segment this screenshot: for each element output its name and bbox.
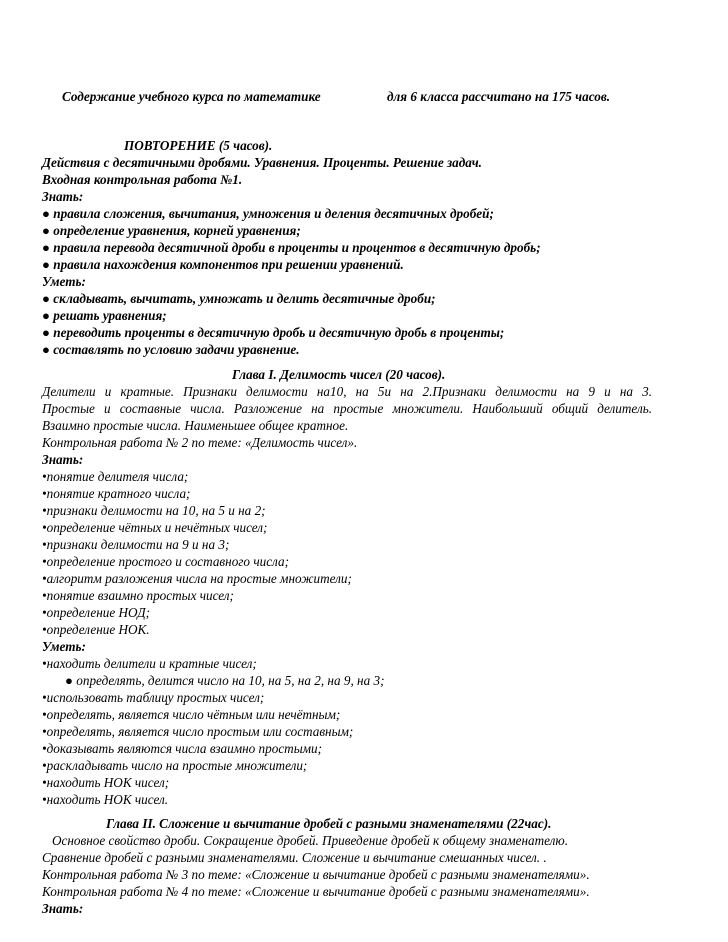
- list-item: •определение НОК.: [42, 622, 150, 637]
- fractions-test-4: Контрольная работа № 4 по теме: «Сложение и вычитание дробей с разными знаменателями».: [42, 884, 590, 899]
- list-item: •доказывать являются числа взаимно простыми;: [42, 741, 323, 756]
- section-title-fractions: Глава II. Сложение и вычитание дробей с разными знаменателями (22час).: [106, 816, 552, 831]
- list-item: ● переводить проценты в десятичную дробь и десятичную дробь в проценты;: [42, 325, 505, 340]
- list-item: •определять, является число чётным или нечётным;: [42, 707, 341, 722]
- list-item-indented: ● определять, делится число на 10, на 5, на 2, на 9, на 3;: [65, 673, 385, 688]
- list-item: ● составлять по условию задачи уравнение.: [42, 342, 300, 357]
- list-item: •понятие делителя числа;: [42, 469, 189, 484]
- review-can-label: Уметь:: [42, 274, 86, 289]
- list-item: ● решать уравнения;: [42, 308, 167, 323]
- fractions-test-3: Контрольная работа № 3 по теме: «Сложение и вычитание дробей с разными знаменателями».: [42, 867, 590, 882]
- list-item: •понятие взаимно простых чисел;: [42, 588, 234, 603]
- divisibility-test: Контрольная работа № 2 по теме: «Делимость чисел».: [42, 435, 358, 450]
- fractions-para-1: Основное свойство дроби. Сокращение дробей. Приведение дробей к общему знаменателю.: [52, 833, 569, 848]
- list-item: •использовать таблицу простых чисел;: [42, 690, 265, 705]
- list-item: •алгоритм разложения числа на простые множители;: [42, 571, 352, 586]
- header-right: для 6 класса рассчитано на 175 часов.: [387, 89, 611, 104]
- divisibility-know-label: Знать:: [42, 452, 84, 467]
- divisibility-para-2: Простые и составные числа. Разложение на простые множители. Наибольший общий делитель.: [42, 401, 652, 416]
- list-item: •раскладывать число на простые множители;: [42, 758, 308, 773]
- divisibility-para-3: Взаимно простые числа. Наименьшее общее кратное.: [42, 418, 349, 433]
- list-item: •находить НОК чисел;: [42, 775, 170, 790]
- review-topics: Действия с десятичными дробями. Уравнения. Проценты. Решение задач.: [42, 155, 482, 170]
- list-item: •признаки делимости на 9 и на 3;: [42, 537, 230, 552]
- list-item: •определять, является число простым или составным;: [42, 724, 354, 739]
- section-title-review: ПОВТОРЕНИЕ (5 часов).: [124, 138, 273, 153]
- list-item: •находить НОК чисел.: [42, 792, 169, 807]
- list-item: •определение простого и составного числа;: [42, 554, 289, 569]
- list-item: •находить делители и кратные чисел;: [42, 656, 257, 671]
- divisibility-can-label: Уметь:: [42, 639, 86, 654]
- list-item: ● складывать, вычитать, умножать и делить десятичные дроби;: [42, 291, 436, 306]
- list-item: ● правила сложения, вычитания, умножения и деления десятичных дробей;: [42, 206, 494, 221]
- list-item: ● правила перевода десятичной дроби в проценты и процентов в десятичную дробь;: [42, 240, 541, 255]
- header-left: Содержание учебного курса по математике: [62, 89, 321, 104]
- list-item: •определение чётных и нечётных чисел;: [42, 520, 268, 535]
- section-title-divisibility: Глава I. Делимость чисел (20 часов).: [232, 367, 446, 382]
- fractions-para-2: Сравнение дробей с разными знаменателями. Сложение и вычитание смешанных чисел. .: [42, 850, 547, 865]
- list-item: •определение НОД;: [42, 605, 150, 620]
- divisibility-para-1: Делители и кратные. Признаки делимости на10, на 5и на 2.Признаки делимости на 9 и на 3.: [42, 384, 652, 399]
- list-item: ● правила нахождения компонентов при решении уравнений.: [42, 257, 404, 272]
- review-know-label: Знать:: [42, 189, 84, 204]
- list-item: ● определение уравнения, корней уравнения;: [42, 223, 301, 238]
- fractions-know-label: Знать:: [42, 901, 84, 916]
- list-item: •признаки делимости на 10, на 5 и на 2;: [42, 503, 266, 518]
- review-test: Входная контрольная работа №1.: [42, 172, 243, 187]
- list-item: •понятие кратного числа;: [42, 486, 191, 501]
